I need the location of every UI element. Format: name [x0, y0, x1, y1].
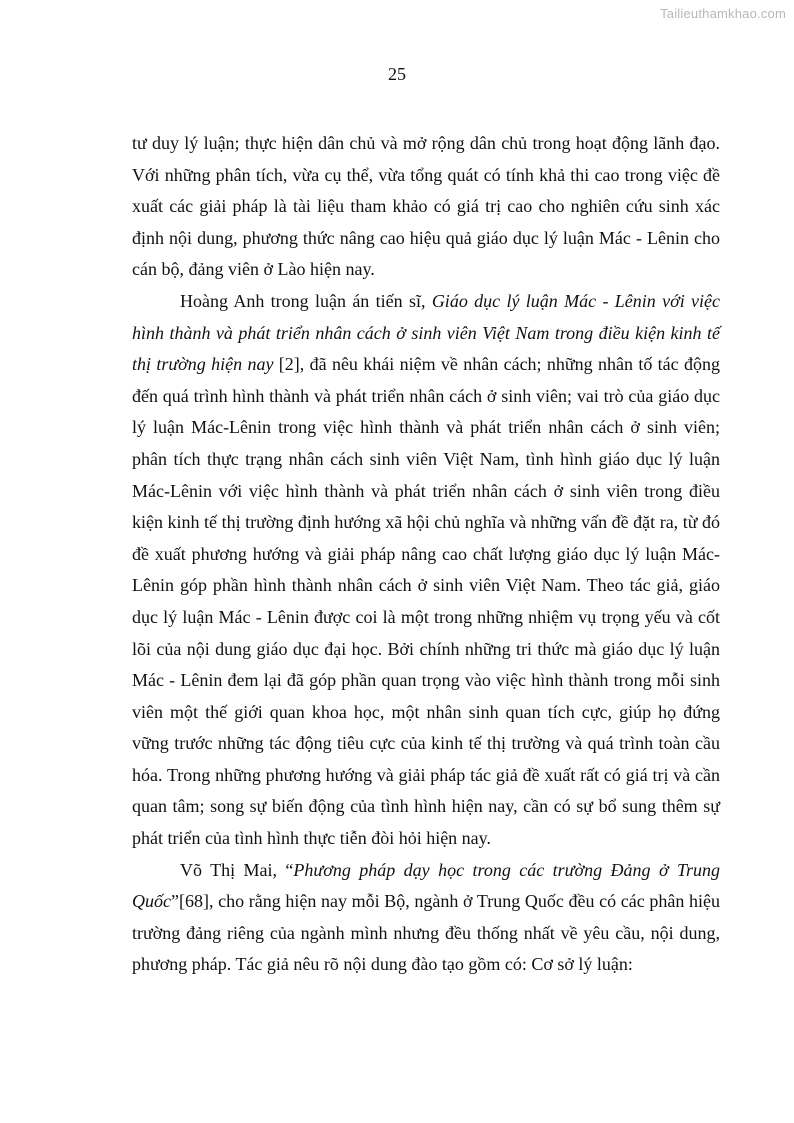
paragraph-2	[132, 286, 720, 855]
paragraph-3-lead: Võ Thị Mai, “	[180, 859, 294, 880]
article-title: Phương pháp dạy học trong các trường Đảng ở Trung Quốc	[132, 859, 720, 912]
thesis-title: Giáo dục lý luận Mác - Lênin với việc hình thành và phát triển nhân cách ở sinh viên Việt Nam trong điều kiện kinh tế thị trường hiện nay	[132, 290, 721, 375]
document-body	[132, 128, 720, 981]
paragraph-3	[132, 855, 720, 981]
paragraph-1	[132, 128, 720, 286]
paragraph-2-body: [2], đã nêu khái niệm về nhân cách; những nhân tố tác động đến quá trình hình thành và phát triển nhân cách ở sinh viên; vai trò của giáo dục lý luận Mác-Lênin trong việc hình thành và phát triển nhân cách ở sinh viên; phân tích thực trạng nhân cách sinh viên Việt Nam, tình hình giáo dục lý luận Mác-Lênin với việc hình thành và phát triển nhân cách ở sinh viên trong điều kiện kinh tế thị trường định hướng xã hội chủ nghĩa và những vấn đề đặt ra, từ đó đề xuất phương hướng và giải pháp nâng cao chất lượng giáo dục lý luận Mác-Lênin góp phần hình thành nhân cách ở sinh viên Việt Nam. Theo tác giả, giáo dục lý luận Mác - Lênin được coi là một trong những nhiệm vụ trọng yếu và cốt lõi của nội dung giáo dục đại học. Bởi chính những tri thức mà giáo dục lý luận Mác - Lênin đem lại đã góp phần quan trọng vào việc hình thành trong mỗi sinh viên một thế giới quan khoa học, một nhân sinh quan tích cực, giúp họ đứng vững trước những tác động tiêu cực của kinh tế thị trường và quá trình toàn cầu hóa. Trong những phương hướng và giải pháp tác giả đề xuất rất có giá trị và cần quan tâm; song sự biến động của tình hình hiện nay, cần có sự bổ sung thêm sự phát triển của tình hình thực tiễn đòi hỏi hiện nay.	[132, 354, 720, 849]
paragraph-3-body: ”[68], cho rằng hiện nay mỗi Bộ, ngành ở Trung Quốc đều có các phân hiệu trường đảng riêng của ngành mình nhưng đều thống nhất về yêu cầu, nội dung, phương pháp. Tác giả nêu rõ nội dung đào tạo gồm có: Cơ sở lý luận:	[132, 891, 720, 975]
page-number: 25	[388, 64, 406, 84]
paragraph-2-lead: Hoàng Anh trong luận án tiến sĩ,	[180, 290, 432, 311]
paragraph-1-text: tư duy lý luận; thực hiện dân chủ và mở rộng dân chủ trong hoạt động lãnh đạo. Với những phân tích, vừa cụ thể, vừa tổng quát có tính khả thi cao trong việc đề xuất các giải pháp là tài liệu tham khảo có giá trị cao cho nghiên cứu sinh xác định nội dung, phương thức nâng cao hiệu quả giáo dục lý luận Mác - Lênin cho cán bộ, đảng viên ở Lào hiện nay.	[132, 133, 720, 280]
watermark: Tailieuthamkhao.com	[660, 6, 786, 21]
